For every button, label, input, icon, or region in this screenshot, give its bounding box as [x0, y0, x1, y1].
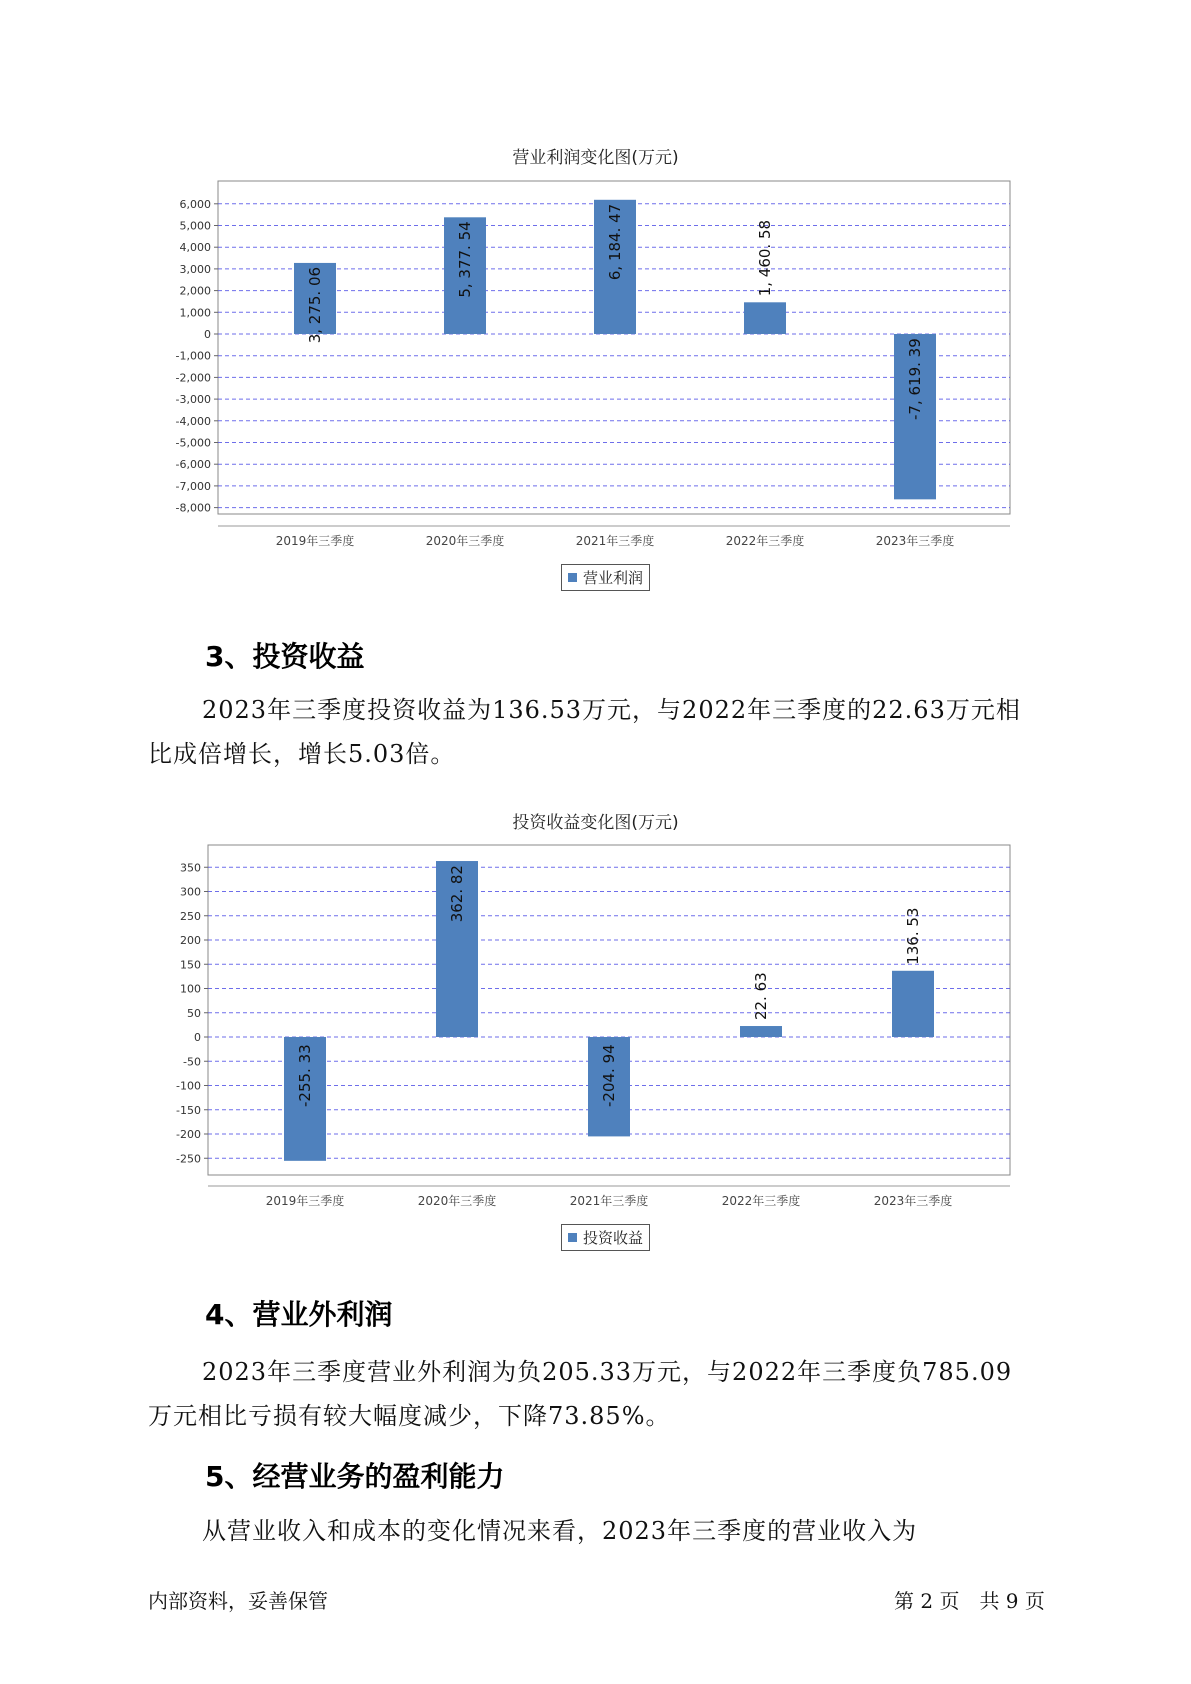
chart1-title: 营业利润变化图(万元) — [512, 148, 679, 168]
x-category-label: 2023年三季度 — [875, 534, 955, 548]
y-tick-label: 5,000 — [179, 219, 211, 233]
y-tick-label: -1,000 — [175, 349, 211, 363]
bar-value-label: 136. 53 — [904, 907, 922, 965]
y-tick-label: -3,000 — [175, 393, 211, 407]
x-category-label: 2023年三季度 — [873, 1194, 953, 1208]
y-tick-label: 4,000 — [179, 241, 211, 255]
y-tick-label: 50 — [187, 1006, 201, 1020]
bar-2023年三季度 — [892, 971, 934, 1037]
footer-right: 第 2 页 共 9 页 — [894, 1589, 1045, 1613]
bar-value-label: 3, 275. 06 — [306, 266, 324, 344]
bar-value-label: 22. 63 — [752, 972, 770, 1021]
y-tick-label: 3,000 — [179, 262, 211, 276]
y-tick-label: -150 — [176, 1103, 201, 1117]
section4-heading: 4、营业外利润 — [205, 1298, 393, 1331]
bar-value-label: 5, 377. 54 — [456, 221, 474, 298]
bar-2022年三季度 — [740, 1026, 782, 1037]
y-tick-label: 0 — [194, 1031, 201, 1044]
bar-value-label: -255. 33 — [296, 1044, 314, 1107]
section3-line2: 比成倍增长，增长5.03倍。 — [148, 740, 456, 768]
y-tick-label: 150 — [180, 958, 201, 972]
y-tick-label: 0 — [204, 328, 211, 341]
x-category-label: 2021年三季度 — [575, 534, 655, 548]
y-tick-label: -6,000 — [175, 458, 211, 472]
section4-line2: 万元相比亏损有较大幅度减少，下降73.85%。 — [148, 1402, 671, 1430]
bar-value-label: 1, 460. 58 — [756, 219, 774, 297]
y-tick-label: 100 — [180, 982, 201, 996]
y-tick-label: -8,000 — [175, 501, 211, 515]
chart2-legend — [561, 1224, 650, 1251]
y-tick-label: -250 — [176, 1152, 201, 1166]
x-category-label: 2022年三季度 — [725, 534, 805, 548]
bar-value-label: 6, 184. 47 — [606, 203, 624, 281]
x-category-label: 2021年三季度 — [569, 1194, 649, 1208]
chart2-title: 投资收益变化图(万元) — [512, 813, 679, 833]
chart2-legend-label: 投资收益 — [583, 1229, 644, 1247]
y-tick-label: -5,000 — [175, 436, 211, 450]
bar-value-label: -7, 619. 39 — [906, 338, 924, 420]
bar-value-label: -204. 94 — [600, 1044, 618, 1107]
y-tick-label: 1,000 — [179, 306, 211, 320]
section5-heading: 5、经营业务的盈利能力 — [205, 1460, 505, 1493]
x-category-label: 2019年三季度 — [265, 1194, 345, 1208]
x-category-label: 2022年三季度 — [721, 1194, 801, 1208]
chart1-legend-label: 营业利润 — [583, 569, 644, 587]
section5-line1: 从营业收入和成本的变化情况来看，2023年三季度的营业收入为 — [202, 1517, 918, 1545]
y-tick-label: 250 — [180, 909, 201, 923]
y-tick-label: 350 — [180, 861, 201, 875]
y-tick-label: -4,000 — [175, 414, 211, 428]
x-category-label: 2019年三季度 — [275, 534, 355, 548]
y-tick-label: -200 — [176, 1128, 201, 1141]
y-tick-label: -50 — [183, 1055, 201, 1069]
y-tick-label: -100 — [176, 1079, 201, 1093]
footer-left: 内部资料，妥善保管 — [148, 1589, 328, 1613]
section3-heading: 3、投资收益 — [205, 640, 365, 673]
section3-line1: 2023年三季度投资收益为136.53万元，与2022年三季度的22.63万元相 — [202, 696, 1021, 724]
bar-value-label: 362. 82 — [448, 865, 466, 923]
x-category-label: 2020年三季度 — [417, 1194, 497, 1208]
section5-paragraph — [148, 1509, 1068, 1553]
section4-paragraph — [148, 1350, 1068, 1438]
legend-swatch — [568, 1233, 577, 1242]
y-tick-label: -2,000 — [175, 371, 211, 385]
y-tick-label: 200 — [180, 934, 201, 947]
y-tick-label: -7,000 — [175, 479, 211, 493]
y-tick-label: 6,000 — [179, 197, 211, 211]
y-tick-label: 300 — [180, 885, 201, 899]
section4-line1: 2023年三季度营业外利润为负205.33万元，与2022年三季度负785.09 — [202, 1358, 1013, 1386]
y-tick-label: 2,000 — [179, 284, 211, 298]
x-category-label: 2020年三季度 — [425, 534, 505, 548]
